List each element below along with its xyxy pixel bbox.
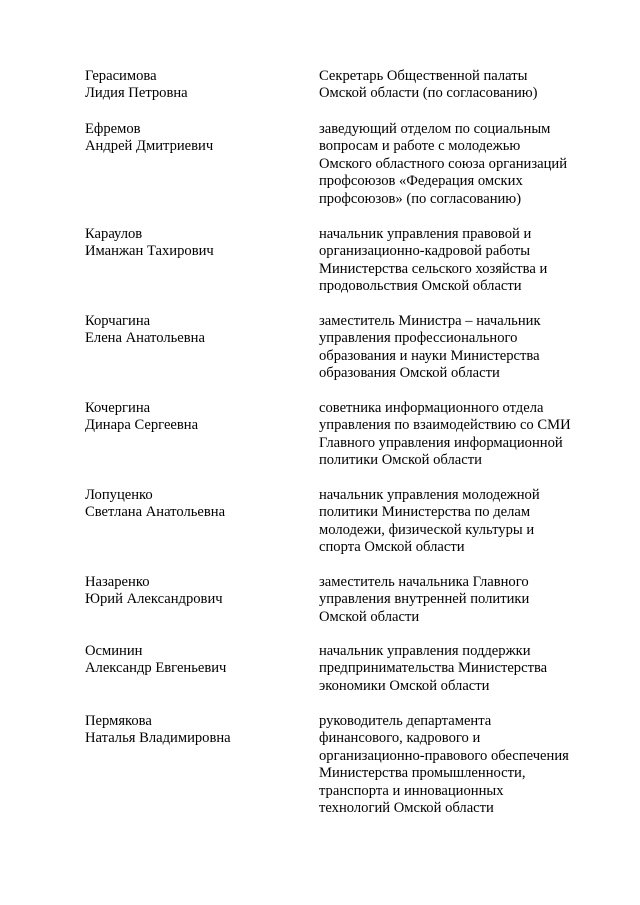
member-given-name: Наталья Владимировна: [85, 730, 231, 747]
member-name: [85, 487, 295, 522]
role-line: Секретарь Общественной палаты: [319, 68, 528, 84]
member-surname: Осминин: [85, 643, 143, 659]
member-given-name: Елена Анатольевна: [85, 330, 205, 347]
member-role: [319, 400, 609, 470]
role-line: руководитель департамента: [319, 713, 492, 729]
role-line: предпринимательства Министерства: [319, 660, 548, 677]
member-role: [319, 121, 609, 208]
member-surname: Герасимова: [85, 68, 157, 84]
member-name: [85, 226, 295, 261]
member-name: [85, 713, 295, 748]
role-line: Главного управления информационной: [319, 434, 563, 451]
member-surname: Пермякова: [85, 713, 152, 729]
role-line: спорта Омской области: [319, 539, 465, 556]
member-surname: Лопуценко: [85, 487, 153, 503]
role-line: Омской области (по согласованию): [319, 85, 538, 102]
role-line: экономики Омской области: [319, 677, 490, 694]
member-role: [319, 226, 609, 296]
role-line: организационно-кадровой работы: [319, 243, 531, 260]
role-line: профсоюзов» (по согласованию): [319, 190, 522, 207]
role-line: Министерства промышленности,: [319, 765, 526, 782]
role-line: советника информационного отдела: [319, 400, 544, 416]
member-role: [319, 713, 609, 817]
member-name: [85, 574, 295, 609]
role-line: начальник управления правовой и: [319, 226, 532, 242]
member-given-name: Светлана Анатольевна: [85, 504, 226, 521]
member-given-name: Лидия Петровна: [85, 85, 188, 102]
member-surname: Корчагина: [85, 313, 151, 329]
member-name: [85, 313, 295, 348]
role-line: образования и науки Министерства: [319, 347, 540, 364]
role-line: начальник управления поддержки: [319, 643, 531, 659]
role-line: заведующий отделом по социальным: [319, 121, 551, 137]
member-surname: Ефремов: [85, 121, 141, 137]
role-line: управления внутренней политики: [319, 591, 530, 608]
role-line: заместитель начальника Главного: [319, 574, 529, 590]
role-line: организационно-правового обеспечения: [319, 747, 569, 764]
member-surname: Назаренко: [85, 574, 150, 590]
role-line: управления по взаимодействию со СМИ: [319, 417, 571, 434]
member-surname: Караулов: [85, 226, 143, 242]
role-line: молодежи, физической культуры и: [319, 521, 535, 538]
role-line: Министерства сельского хозяйства и: [319, 260, 548, 277]
member-role: [319, 68, 609, 103]
member-name: [85, 121, 295, 156]
member-given-name: Александр Евгеньевич: [85, 660, 227, 677]
member-role: [319, 643, 609, 695]
member-given-name: Иманжан Тахирович: [85, 243, 214, 260]
role-line: вопросам и работе с молодежью: [319, 138, 521, 155]
role-line: Омской области: [319, 608, 420, 625]
member-role: [319, 487, 609, 557]
member-name: [85, 643, 295, 678]
role-line: начальник управления молодежной: [319, 487, 540, 503]
member-given-name: Динара Сергеевна: [85, 417, 199, 434]
role-line: управления профессионального: [319, 330, 518, 347]
role-line: заместитель Министра – начальник: [319, 313, 541, 329]
role-line: политики Омской области: [319, 452, 482, 469]
role-line: образования Омской области: [319, 365, 500, 382]
role-line: продовольствия Омской области: [319, 278, 522, 295]
member-given-name: Юрий Александрович: [85, 591, 223, 608]
role-line: политики Министерства по делам: [319, 504, 531, 521]
member-given-name: Андрей Дмитриевич: [85, 138, 214, 155]
member-role: [319, 313, 609, 383]
member-name: [85, 68, 295, 103]
member-role: [319, 574, 609, 626]
role-line: транспорта и инновационных: [319, 782, 504, 799]
member-surname: Кочергина: [85, 400, 151, 416]
member-name: [85, 400, 295, 435]
role-line: профсоюзов «Федерация омских: [319, 173, 523, 190]
role-line: финансового, кадрового и: [319, 730, 481, 747]
role-line: технологий Омской области: [319, 800, 494, 817]
role-line: Омского областного союза организаций: [319, 155, 568, 172]
